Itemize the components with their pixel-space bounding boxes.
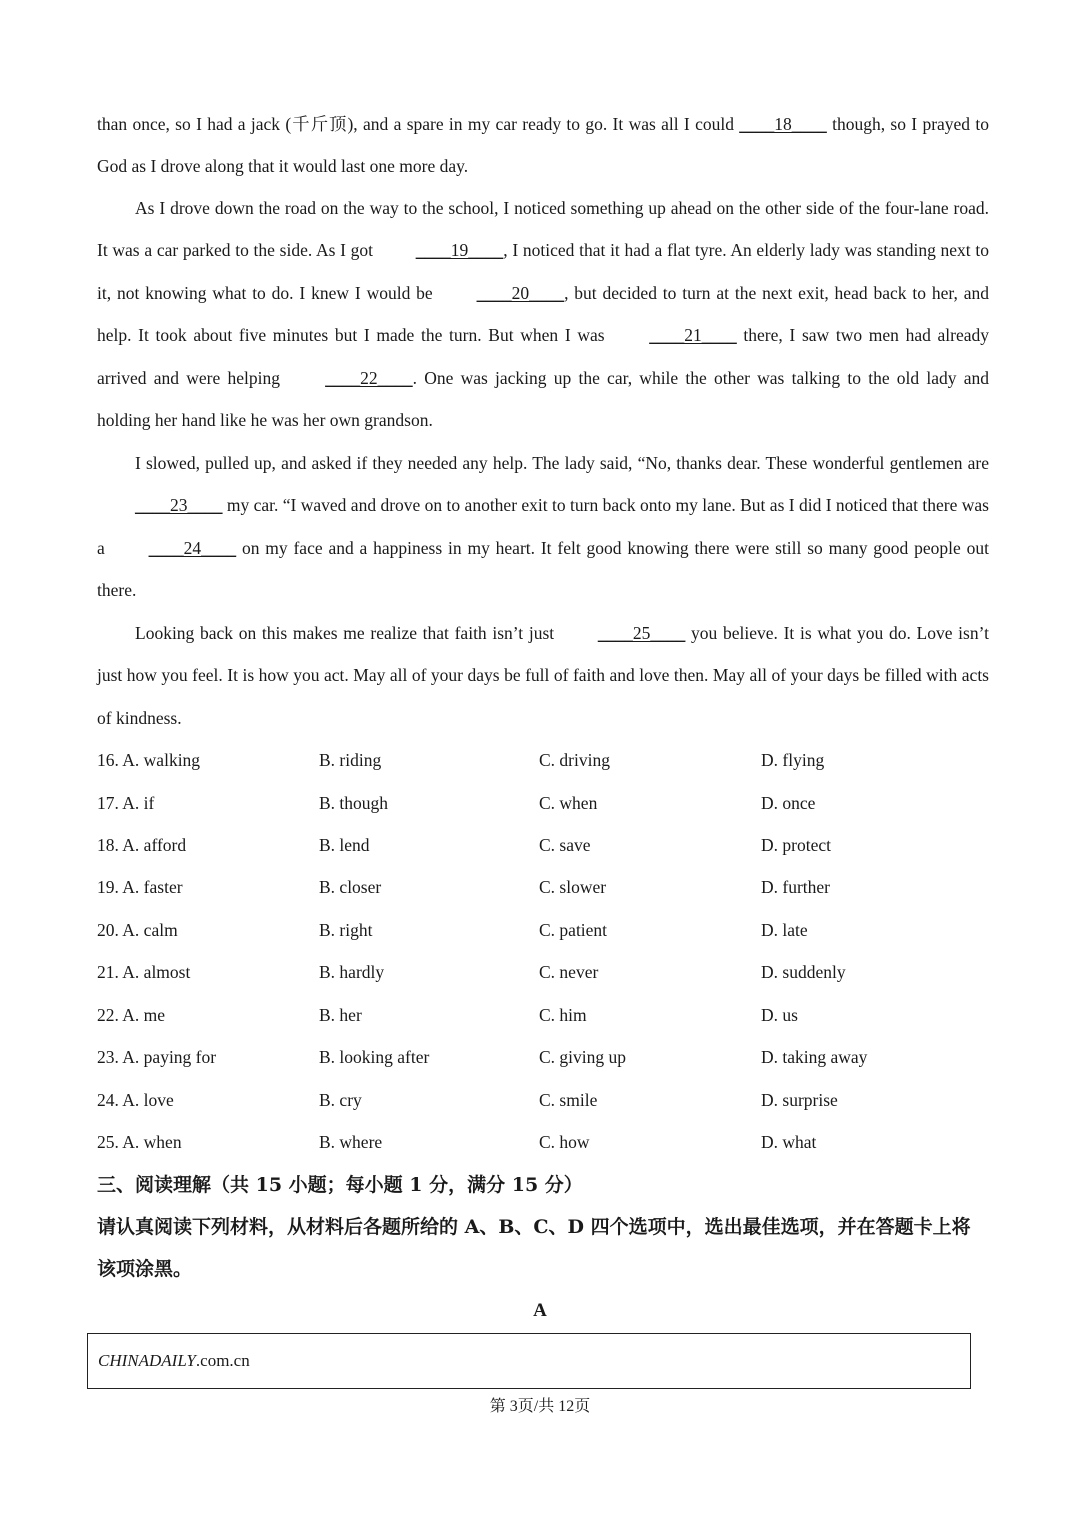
option-b: B. right <box>319 920 373 940</box>
option-d: D. what <box>761 1132 817 1152</box>
option-b: B. though <box>319 793 389 813</box>
passage-text: there, I saw two men had already arrived and were helping <box>97 325 994 388</box>
page-footer: 第 3页/共 12页 <box>489 1398 591 1415</box>
option-b: B. where <box>319 1132 383 1152</box>
option-row-19 <box>97 870 997 912</box>
option-d: D. taking away <box>761 1047 868 1067</box>
passage-paragraph-3 <box>97 442 994 612</box>
option-row-20 <box>97 913 997 955</box>
passage-text: As I drove down the road on the way to the school, I noticed something up ahead on the other side of the four-lane road. It was a car parked to the side. As I got <box>97 198 994 261</box>
option-c: C. when <box>539 793 598 813</box>
option-a: 25. A. when <box>97 1132 182 1152</box>
passage-text: . One was jacking up the car, while the other was talking to the old lady and holding her hand like he was her own grandson. <box>97 367 994 431</box>
blank-19: ____19____ <box>415 240 504 261</box>
blank-18: ____18____ <box>739 114 827 134</box>
source-text <box>98 1351 250 1371</box>
blank-25: ____25____ <box>597 623 686 643</box>
option-d: D. us <box>761 1005 798 1025</box>
option-c: C. driving <box>539 750 610 770</box>
source-italic: CHINADAILY <box>98 1351 196 1370</box>
source-domain: .com.cn <box>195 1351 250 1370</box>
blank-22: ____22____ <box>325 367 413 388</box>
option-row-25 <box>97 1125 997 1167</box>
option-row-17 <box>97 786 997 828</box>
option-c: C. never <box>539 962 599 982</box>
section-instruction: 请认真阅读下列材料，从材料后各题所给的 A、B、C、D 四个选项中，选出最佳选项，并在答题卡上将该项涂黑。 <box>97 1216 971 1280</box>
passage-text: than once, so I had a jack (千斤顶), and a spare in my car ready to go. It was all I could <box>97 114 740 134</box>
option-b: B. hardly <box>319 962 385 982</box>
option-c: C. patient <box>539 920 608 940</box>
option-a: 18. A. afford <box>97 835 187 855</box>
passage-text: , but decided to turn at the next exit, head back to her, and help. It took about five minutes but I made the turn. But when I was <box>97 282 994 346</box>
option-c: C. how <box>539 1132 590 1152</box>
option-d: D. surprise <box>761 1090 838 1110</box>
blank-21: ____21____ <box>649 325 737 346</box>
option-a: 22. A. me <box>97 1005 166 1025</box>
option-row-21 <box>97 955 997 997</box>
option-row-23 <box>97 1040 997 1082</box>
option-b: B. her <box>319 1005 362 1025</box>
passage-text: though, so I prayed to God as I drove along that it would last one more day. <box>97 114 994 177</box>
option-a: 16. A. walking <box>97 750 201 770</box>
passage-paragraph-1 <box>97 103 994 188</box>
option-d: D. further <box>761 877 831 897</box>
section-heading: 三、阅读理解（共 15 小题；每小题 1 分，满分 15 分） <box>97 1174 583 1196</box>
passage-paragraph-4 <box>97 612 994 739</box>
option-b: B. looking after <box>319 1047 430 1067</box>
option-c: C. him <box>539 1005 587 1025</box>
option-a: 24. A. love <box>97 1090 174 1110</box>
option-a: 23. A. paying for <box>97 1047 217 1067</box>
blank-23: ____23____ <box>135 495 223 516</box>
option-row-22 <box>97 998 997 1040</box>
passage-text: on my face and a happiness in my heart. It felt good knowing there were still so many good people out there. <box>97 537 994 601</box>
option-a: 21. A. almost <box>97 962 191 982</box>
option-a: 17. A. if <box>97 793 155 813</box>
option-row-24 <box>97 1083 997 1125</box>
option-c: C. save <box>539 835 591 855</box>
option-d: D. late <box>761 920 808 940</box>
option-d: D. suddenly <box>761 962 846 982</box>
passage-text: , I noticed that it had a flat tyre. An elderly lady was standing next to it, not knowing what to do. I knew I would be <box>97 240 994 303</box>
option-d: D. flying <box>761 750 825 770</box>
passage-text: Looking back on this makes me realize that faith isn’t just <box>135 623 560 643</box>
passage-label: A <box>533 1300 547 1321</box>
passage-text: you believe. It is what you do. Love isn’t just how you feel. It is how you act. May all of your days be full of faith and love then. May all of your days be filled with acts of kindness. <box>97 623 994 728</box>
option-row-16 <box>97 743 997 785</box>
passage-paragraph-2 <box>97 187 994 441</box>
option-row-18 <box>97 828 997 870</box>
option-b: B. riding <box>319 750 382 770</box>
option-b: B. cry <box>319 1090 362 1110</box>
blank-24: ____24____ <box>148 537 237 558</box>
option-c: C. giving up <box>539 1047 627 1067</box>
option-d: D. protect <box>761 835 831 855</box>
option-c: C. slower <box>539 877 607 897</box>
passage-text: I slowed, pulled up, and asked if they needed any help. The lady said, “No, thanks dear. These wonderful gentlemen are <box>135 453 994 473</box>
option-c: C. smile <box>539 1090 598 1110</box>
option-a: 20. A. calm <box>97 920 178 940</box>
option-a: 19. A. faster <box>97 877 183 897</box>
option-b: B. closer <box>319 877 382 897</box>
source-box <box>87 1333 971 1389</box>
option-b: B. lend <box>319 835 370 855</box>
blank-20: ____20____ <box>476 282 565 303</box>
passage-text: my car. “I waved and drove on to another exit to turn back onto my lane. But as I did I noticed that there was a <box>97 495 994 558</box>
option-d: D. once <box>761 793 816 813</box>
